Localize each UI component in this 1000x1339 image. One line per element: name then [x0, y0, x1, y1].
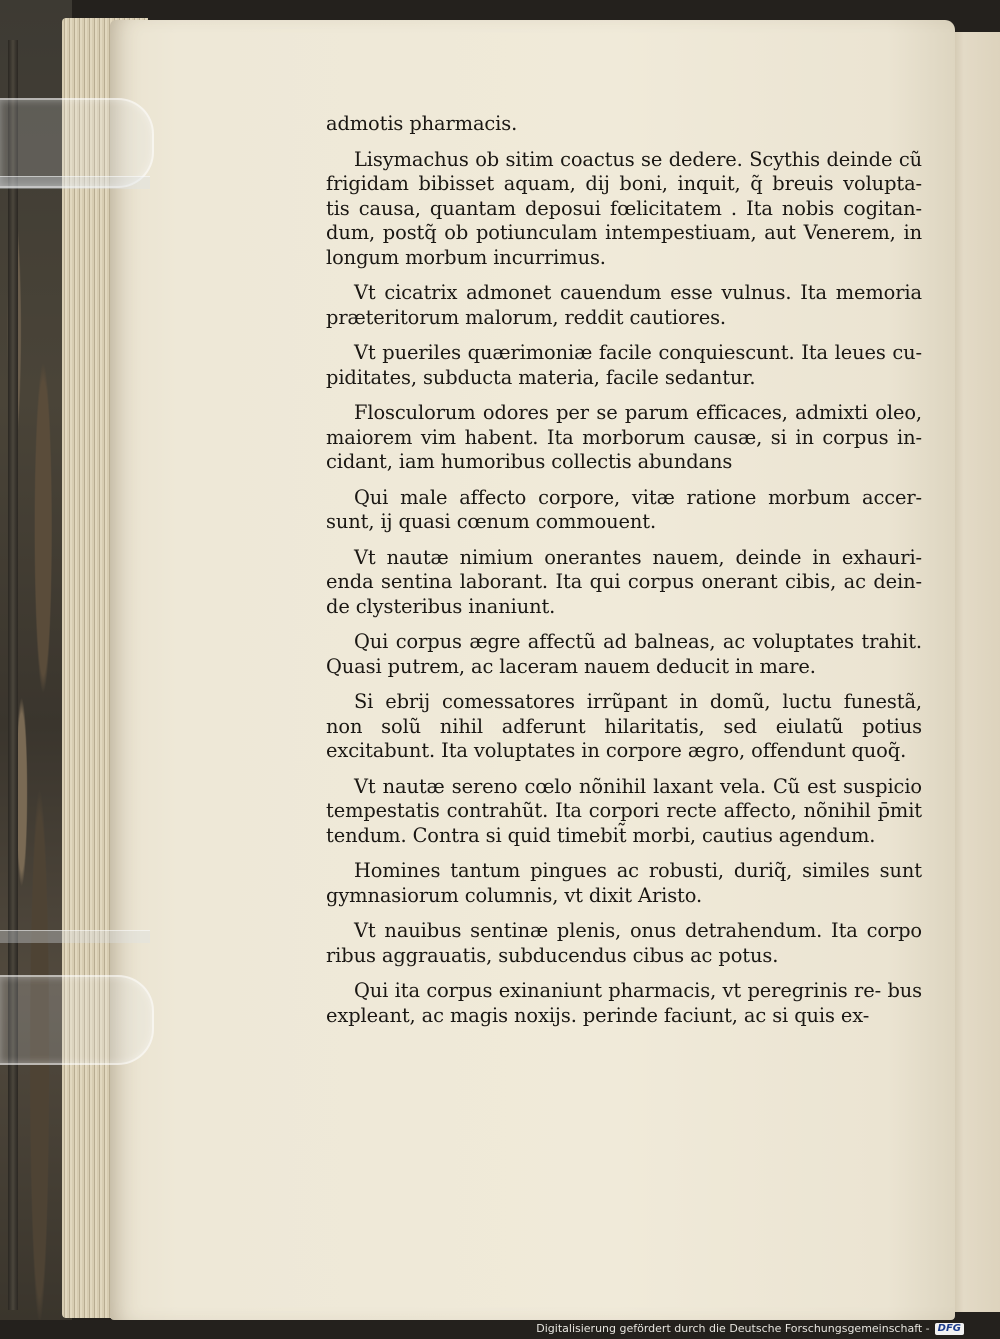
glass-clamp-bottom — [0, 975, 154, 1065]
paragraph: Flosculorum odores per se parum efficaces, admixti oleo, maiorem vim habent. Ita morborum causæ, si in corpus in- cidant, iam humoribus collectis abundans — [326, 401, 922, 473]
paragraph: Qui male affecto corpore, vitæ ratione morbum accer- sunt, ij quasi cœnum commouent. — [326, 485, 922, 533]
paragraph: Vt pueriles quærimoniæ facile conquiescunt. Ita leues cu- piditates, subducta materia, facile sedantur. — [326, 341, 922, 389]
paragraph: Vt nautæ sereno cœlo nõnihil laxant vela. Cũ est suspicio tempestatis contrahũt. Ita corpori recte affecto, nõnihil p̄mit tendum. Contra si quid timebit̃ morbi, cautius agendum. — [326, 774, 922, 847]
paragraph: Homines tantum pingues ac robusti, duriq̃, similes sunt gymnasiorum columnis, vt dixit Aristo. — [326, 859, 922, 907]
paragraph: Qui corpus ægre affectũ ad balneas, ac voluptates trahit. Quasi putrem, ac laceram nauem deducit in mare. — [326, 630, 922, 678]
paragraph: Vt nauibus sentinæ plenis, onus detrahendum. Ita corpo ribus aggrauatis, subducendus cibus ac potus. — [326, 919, 922, 967]
glass-clamp-top — [0, 98, 154, 188]
paragraph: Vt nautæ nimium onerantes nauem, deinde in exhauri- enda sentina laborant. Ita qui corpus onerant cibis, ac dein- de clysteribus inaniunt. — [326, 545, 922, 618]
digitization-credit — [536, 1322, 964, 1335]
paragraph: Vt cicatrix admonet cauendum esse vulnus. Ita memoria præteritorum malorum, reddit cautiores. — [326, 281, 922, 329]
paragraph: Lisymachus ob sitim coactus se dedere. Scythis deinde cũ frigidam bibisset aquam, dij boni, inquit, q̃ breuis volupta- tis causa, quantam deposui fœlicitatem . Ita nobis cogitan- dum, postq̃ ob potiunculam intempestiuam, aut Venerem, in longum morbum incurrimus. — [326, 147, 922, 269]
opening-line: admotis pharmacis. — [326, 112, 518, 135]
adjacent-page-edge — [948, 32, 1000, 1312]
binding-spine — [8, 40, 18, 1310]
credit-text: Digitalisierung gefördert durch die Deutsche Forschungsgemeinschaft - — [536, 1322, 930, 1335]
paragraph: Si ebrij comessatores irrũpant in domũ, luctu funestã, non solũ nihil adferunt hilaritatis, sed eiulatũ potius excitabunt. Ita voluptates in corpore ægro, offendunt quoq̃. — [326, 690, 922, 762]
paragraph: Qui ita corpus exinaniunt pharmacis, vt peregrinis re- bus expleant, ac magis noxijs. perinde faciunt, ac si quis ex- — [326, 979, 922, 1027]
page-text — [326, 112, 922, 1039]
glass-clamp-arm-bottom — [0, 930, 150, 943]
glass-clamp-arm-top — [0, 176, 150, 189]
dfg-logo-icon: DFG — [935, 1323, 964, 1335]
